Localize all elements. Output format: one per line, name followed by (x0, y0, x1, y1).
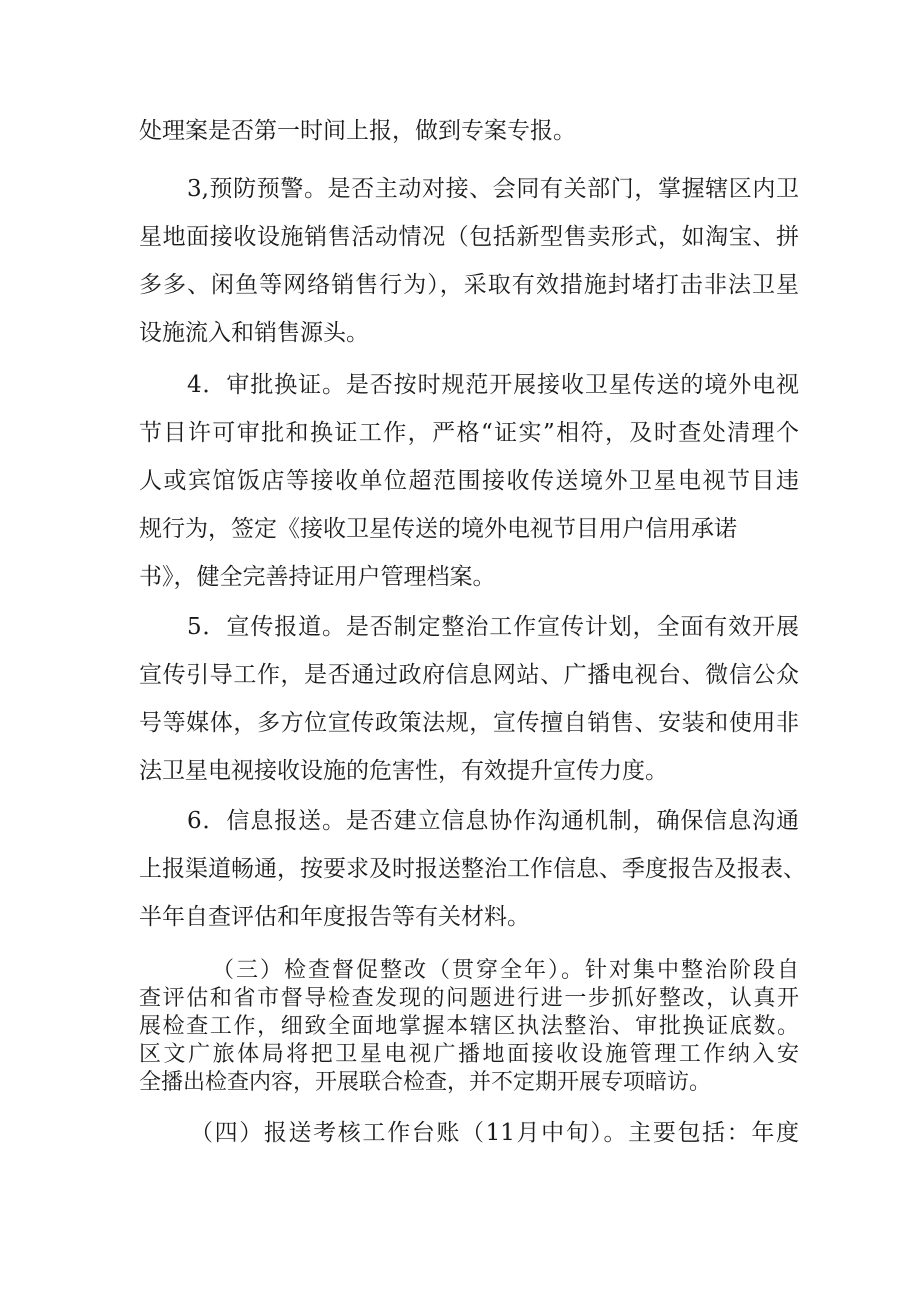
text-line-18: （三）检查督促整改（贯穿全年）。针对集中整治阶段自 (212, 958, 799, 983)
text-line-21: 区文广旅体局将把卫星电视广播地面接收设施管理工作纳入安 (139, 1042, 799, 1067)
text-line-19: 查评估和省市督导检查发现的问题进行进一步抓好整改，认真开 (139, 986, 799, 1011)
text-line-6: 4．审批换证。是否按时规范开展接收卫星传送的境外电视 (187, 372, 799, 398)
text-line-16: 上报渠道畅通，按要求及时报送整治工作信息、季度报告及报表、 (139, 856, 806, 882)
text-line-15: 6．信息报送。是否建立信息协作沟通机制，确保信息沟通 (187, 808, 799, 834)
text-line-23: （四）报送考核工作台账（11月中旬）。主要包括：年度 (190, 1120, 799, 1146)
text-line-14: 法卫星电视接收设施的危害性，有效提升宣传力度。 (139, 758, 668, 784)
text-line-2: 3,预防预警。是否主动对接、会同有关部门，掌握辖区内卫 (187, 176, 799, 202)
text-line-4: 多多、闲鱼等网络销售行为），采取有效措施封堵打击非法卫星 (139, 272, 799, 298)
text-line-1: 处理案是否第一时间上报，做到专案专报。 (139, 118, 576, 144)
text-line-7: 节目许可审批和换证工作，严格“证实”相符，及时查处清理个 (139, 420, 799, 446)
text-line-17: 半年自查评估和年度报告等有关材料。 (139, 904, 530, 930)
text-line-12: 宣传引导工作，是否通过政府信息网站、广播电视台、微信公众 (139, 662, 799, 688)
text-line-5: 设施流入和销售源头。 (139, 320, 369, 346)
text-line-3: 星地面接收设施销售活动情况（包括新型售卖形式，如淘宝、拼 (139, 224, 799, 250)
text-line-9: 规行为，签定《接收卫星传送的境外电视节目用户信用承诺 (139, 516, 737, 542)
text-line-13: 号等媒体，多方位宣传政策法规，宣传擅自销售、安装和使用非 (139, 710, 799, 736)
text-line-10: 书》，健全完善持证用户管理档案。 (139, 564, 496, 590)
text-line-20: 展检查工作，细致全面地掌握本辖区执法整治、审批换证底数。 (139, 1014, 799, 1039)
text-line-11: 5．宣传报道。是否制定整治工作宣传计划，全面有效开展 (187, 614, 799, 640)
text-line-8: 人或宾馆饭店等接收单位超范围接收传送境外卫星电视节目违 (139, 468, 799, 494)
text-line-22: 全播出检查内容，开展联合检查，并不定期开展专项暗访。 (139, 1070, 712, 1095)
